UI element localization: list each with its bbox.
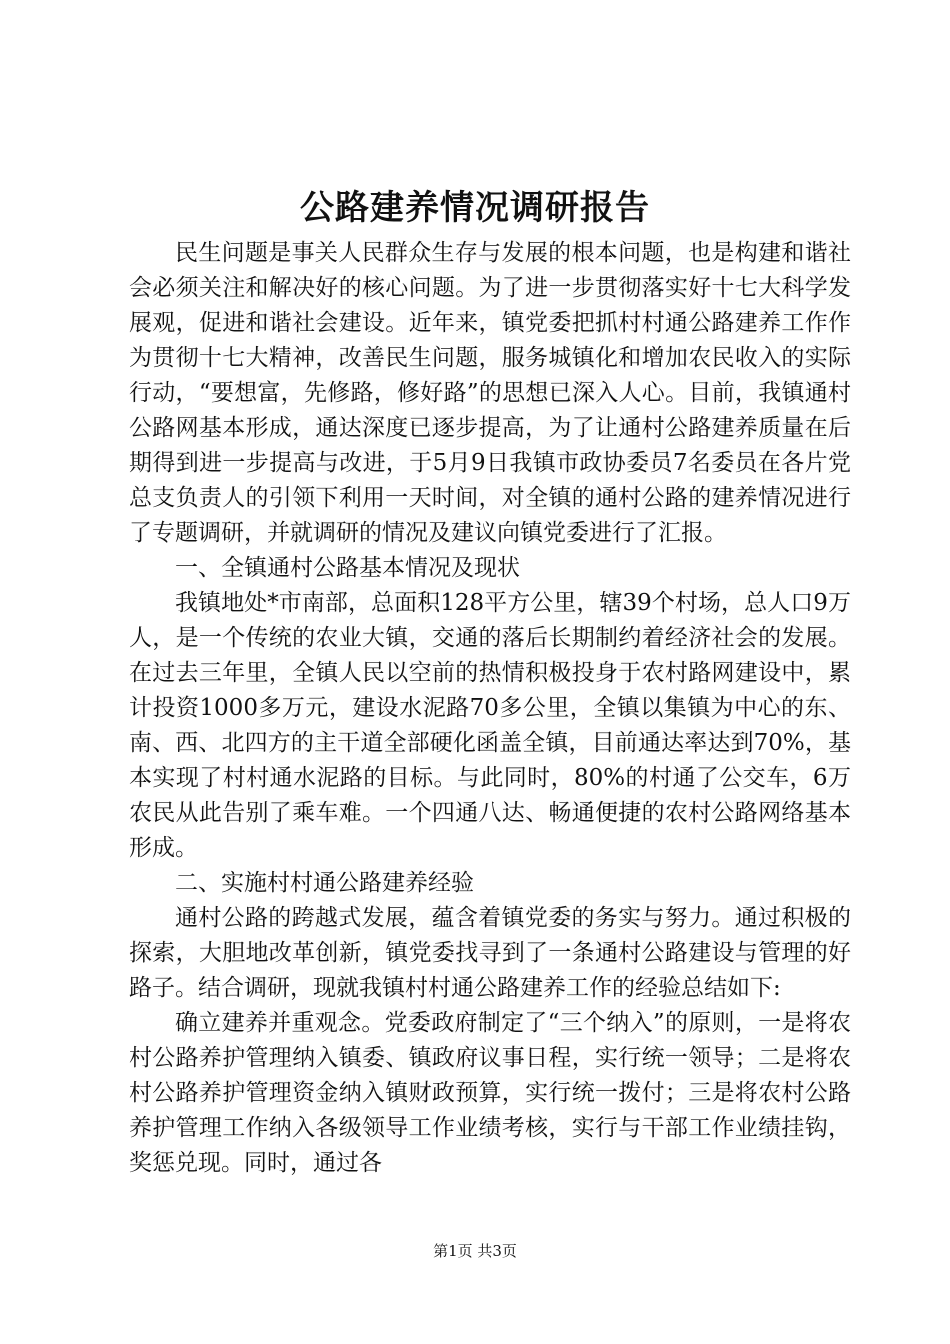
paragraph-experience-1: 确立建养并重观念。党委政府制定了“三个纳入”的原则，一是将农村公路养护管理纳入镇委、镇政府议事日程，实行统一领导；二是将农村公路养护管理资金纳入镇财政预算，实行统一拨付；三是将农村公路养护管理工作纳入各级领导工作业绩考核，实行与干部工作业绩挂钩，奖惩兑现。同时，通过各: [129, 1010, 851, 1176]
paragraph-section-1: 我镇地处*市南部，总面积128平方公里，辖39个村场，总人口9万人，是一个传统的农业大镇，交通的落后长期制约着经济社会的发展。在过去三年里，全镇人民以空前的热情积极投身于农村路网建设中，累计投资1000多万元，建设水泥路70多公里，全镇以集镇为中心的东、南、西、北四方的主干道全部硬化函盖全镇，目前通达率达到70%，基本实现了村村通水泥路的目标。与此同时，80%的村通了公交车，6万农民从此告别了乘车难。一个四通八达、畅通便捷的农村公路网络基本形成。: [129, 590, 851, 861]
paragraph-intro: 民生问题是事关人民群众生存与发展的根本问题，也是构建和谐社会必须关注和解决好的核心问题。为了进一步贯彻落实好十七大科学发展观，促进和谐社会建设。近年来，镇党委把抓村村通公路建养工作作为贯彻十七大精神，改善民生问题，服务城镇化和增加农民收入的实际行动，“要想富，先修路，修好路”的思想已深入人心。目前，我镇通村公路网基本形成，通达深度已逐步提高，为了让通村公路建养质量在后期得到进一步提高与改进，于5月9日我镇市政协委员7名委员在各片党总支负责人的引领下利用一天时间，对全镇的通村公路的建养情况进行了专题调研，并就调研的情况及建议向镇党委进行了汇报。: [129, 240, 851, 546]
section-heading-2: 二、实施村村通公路建养经验: [175, 870, 474, 896]
paragraph-section-2: 通村公路的跨越式发展，蕴含着镇党委的务实与努力。通过积极的探索，大胆地改革创新，镇党委找寻到了一条通村公路建设与管理的好路子。结合调研，现就我镇村村通公路建养工作的经验总结如下:: [129, 905, 851, 1001]
page-footer: 第1页 共3页: [433, 1242, 517, 1260]
document-title: 公路建养情况调研报告: [300, 188, 650, 228]
section-heading-1: 一、全镇通村公路基本情况及现状: [175, 555, 520, 581]
document-body: [129, 236, 851, 1181]
